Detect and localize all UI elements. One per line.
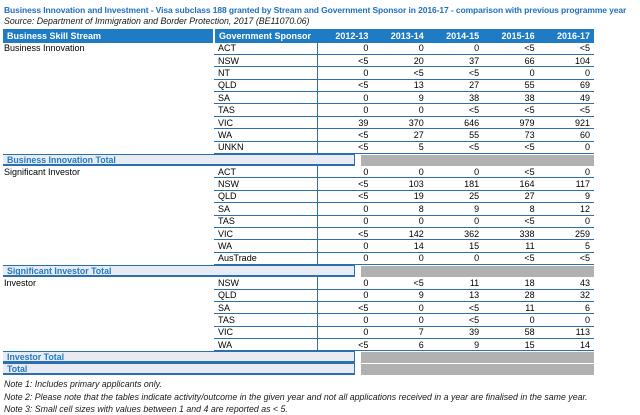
value-cell: 646 [428,116,483,128]
sponsor-label: WA [214,339,317,351]
sponsor-label: AusTrade [214,252,317,264]
value-cell: <5 [317,178,372,190]
value-cell: 66 [483,54,538,66]
data-row [3,314,594,326]
value-cell: 8 [372,203,427,215]
value-cell: 0 [372,301,427,313]
value-cell: <5 [483,141,538,153]
value-cell: 18 [483,277,538,289]
value-cell: 7 [372,326,427,338]
value-cell: 0 [539,67,594,79]
value-cell: <5 [428,104,483,116]
value-cell: 0 [428,166,483,178]
total-cell [3,351,594,364]
column-header-2012-13: 2012-13 [317,29,372,43]
total-cell [3,363,594,375]
stream-label [3,314,214,326]
value-cell: 27 [372,129,427,141]
total-row [3,351,594,364]
value-cell: 6 [539,301,594,313]
value-cell: 9 [428,203,483,215]
data-row [3,326,594,338]
value-cell: 979 [483,116,538,128]
value-cell: <5 [372,67,427,79]
visa-grants-table [3,29,594,375]
data-row [3,166,594,178]
data-row [3,240,594,252]
value-cell: 19 [372,190,427,202]
value-cell: 0 [372,166,427,178]
value-cell: <5 [483,166,538,178]
value-cell: 8 [483,203,538,215]
stream-label [3,129,214,141]
total-row [3,154,594,167]
stream-label [3,67,214,79]
total-suppressed-values [361,364,594,375]
value-cell: 11 [483,301,538,313]
value-cell: 921 [539,116,594,128]
data-row [3,141,594,153]
stream-label [3,215,214,227]
value-cell: 28 [483,289,538,301]
value-cell: 13 [372,79,427,91]
note-1: Note 1: Includes primary applicants only. [4,379,162,390]
note-3: Note 3: Small cell sizes with values between 1 and 4 are reported as < 5. [4,404,288,415]
value-cell: 69 [539,79,594,91]
value-cell: 5 [372,141,427,153]
value-cell: 15 [483,339,538,351]
value-cell: 39 [317,116,372,128]
stream-label [3,301,214,313]
sponsor-label: WA [214,240,317,252]
value-cell: 0 [317,203,372,215]
value-cell: <5 [317,54,372,66]
value-cell: 103 [372,178,427,190]
stream-label [3,104,214,116]
value-cell: 5 [539,240,594,252]
value-cell: 370 [372,116,427,128]
total-suppressed-values [361,352,594,363]
stream-label [3,116,214,128]
value-cell: 13 [428,289,483,301]
value-cell: 43 [539,277,594,289]
value-cell: 0 [317,252,372,264]
value-cell: 20 [372,54,427,66]
value-cell: <5 [317,227,372,239]
total-suppressed-values [361,266,594,277]
sponsor-label: SA [214,203,317,215]
value-cell: 181 [428,178,483,190]
data-row [3,54,594,66]
sponsor-label: TAS [214,215,317,227]
sponsor-label: TAS [214,104,317,116]
sponsor-label: NSW [214,54,317,66]
value-cell: <5 [483,104,538,116]
stream-label [3,178,214,190]
value-cell: 113 [539,326,594,338]
value-cell: 27 [483,190,538,202]
value-cell: <5 [539,43,594,55]
value-cell: 9 [539,190,594,202]
value-cell: 49 [539,92,594,104]
value-cell: <5 [483,252,538,264]
data-row [3,277,594,289]
sponsor-label: ACT [214,43,317,55]
data-row [3,190,594,202]
data-row [3,215,594,227]
data-row [3,104,594,116]
value-cell: <5 [428,67,483,79]
report-source: Source: Department of Immigration and Border Protection, 2017 (BE11070.06) [4,16,310,26]
data-row [3,67,594,79]
column-header-2016-17: 2016-17 [539,29,594,43]
notes [3,378,640,415]
value-cell: 15 [428,240,483,252]
value-cell: 12 [539,203,594,215]
value-cell: <5 [483,43,538,55]
total-label: Total [3,363,355,375]
value-cell: 9 [372,92,427,104]
stream-label: Investor [4,278,37,289]
data-row [3,43,594,55]
sponsor-label: VIC [214,326,317,338]
value-cell: 362 [428,227,483,239]
value-cell: <5 [428,141,483,153]
column-header-business-skill-stream: Business Skill Stream [3,29,214,43]
sponsor-label: WA [214,129,317,141]
data-row [3,116,594,128]
value-cell: 0 [317,314,372,326]
stream-label [3,240,214,252]
value-cell: <5 [317,79,372,91]
total-row [3,265,594,278]
sponsor-label: QLD [214,79,317,91]
value-cell: 0 [317,215,372,227]
sponsor-label: ACT [214,166,317,178]
data-row [3,79,594,91]
total-suppressed-values [361,155,594,166]
value-cell: 14 [539,339,594,351]
stream-label [3,141,214,153]
value-cell: 0 [317,277,372,289]
value-cell: 0 [372,215,427,227]
value-cell: 142 [372,227,427,239]
value-cell: 0 [317,43,372,55]
value-cell: 37 [428,54,483,66]
value-cell: 104 [539,54,594,66]
value-cell: <5 [428,301,483,313]
data-row [3,339,594,351]
stream-label [3,227,214,239]
value-cell: 73 [483,129,538,141]
sponsor-label: VIC [214,227,317,239]
value-cell: 0 [428,43,483,55]
value-cell: 0 [428,215,483,227]
value-cell: 0 [317,166,372,178]
stream-label: Significant Investor [4,166,81,177]
value-cell: 0 [317,326,372,338]
sponsor-label: NT [214,67,317,79]
sponsor-label: QLD [214,190,317,202]
value-cell: 0 [539,141,594,153]
value-cell: 9 [372,289,427,301]
value-cell: 0 [317,67,372,79]
column-header-2015-16: 2015-16 [483,29,538,43]
value-cell: 0 [483,314,538,326]
sponsor-label: SA [214,301,317,313]
stream-label [3,326,214,338]
value-cell: 11 [483,240,538,252]
stream-label [3,54,214,66]
value-cell: 27 [428,79,483,91]
total-label: Investor Total [3,351,355,363]
value-cell: 164 [483,178,538,190]
data-row [3,129,594,141]
value-cell: 32 [539,289,594,301]
value-cell: 0 [317,92,372,104]
total-label: Business Innovation Total [3,154,355,166]
data-row [3,289,594,301]
value-cell: 0 [372,314,427,326]
value-cell: 39 [428,326,483,338]
value-cell: 25 [428,190,483,202]
stream-label [3,252,214,264]
data-row [3,227,594,239]
stream-label [3,289,214,301]
column-header-2013-14: 2013-14 [372,29,427,43]
value-cell: 0 [539,314,594,326]
value-cell: 0 [539,166,594,178]
value-cell: 338 [483,227,538,239]
data-row [3,92,594,104]
stream-label [3,190,214,202]
column-header-government-sponsor: Government Sponsor [214,29,317,43]
sponsor-label: UNKN [214,141,317,153]
value-cell: <5 [317,190,372,202]
note-2: Note 2: Please note that the tables indicate activity/outcome in the given year and not all applications received in a year are finalised in the same year. [4,391,588,402]
sponsor-label: NSW [214,178,317,190]
value-cell: <5 [317,301,372,313]
total-row [3,363,594,375]
value-cell: 55 [428,129,483,141]
value-cell: 14 [372,240,427,252]
value-cell: 60 [539,129,594,141]
report-title: Business Innovation and Investment - Visa subclass 188 granted by Stream and Government Sponsor in 2016-17 - comparison with previous programme year [4,5,627,15]
value-cell: 58 [483,326,538,338]
data-row [3,178,594,190]
value-cell: 0 [372,43,427,55]
column-header-2014-15: 2014-15 [428,29,483,43]
value-cell: 55 [483,79,538,91]
value-cell: <5 [372,277,427,289]
value-cell: 0 [483,67,538,79]
sponsor-label: TAS [214,314,317,326]
total-cell [3,265,594,278]
value-cell: 0 [317,240,372,252]
value-cell: 259 [539,227,594,239]
value-cell: <5 [317,339,372,351]
value-cell: <5 [539,252,594,264]
sponsor-label: QLD [214,289,317,301]
value-cell: 38 [428,92,483,104]
total-cell [3,154,594,167]
stream-label [3,339,214,351]
value-cell: 0 [317,104,372,116]
sponsor-label: SA [214,92,317,104]
value-cell: <5 [539,104,594,116]
value-cell: <5 [428,314,483,326]
value-cell: 117 [539,178,594,190]
data-row [3,203,594,215]
stream-label: Business Innovation [4,43,85,54]
data-row [3,252,594,264]
total-label: Significant Investor Total [3,265,355,277]
stream-label [3,79,214,91]
value-cell: <5 [483,215,538,227]
value-cell: 0 [317,289,372,301]
value-cell: 38 [483,92,538,104]
value-cell: <5 [317,129,372,141]
value-cell: 11 [428,277,483,289]
sponsor-label: VIC [214,116,317,128]
table-header-row [3,29,594,43]
data-row [3,301,594,313]
value-cell: 0 [372,104,427,116]
stream-label [3,203,214,215]
value-cell: <5 [317,141,372,153]
value-cell: 0 [539,215,594,227]
sponsor-label: NSW [214,277,317,289]
value-cell: 0 [372,252,427,264]
value-cell: 0 [428,252,483,264]
value-cell: 9 [428,339,483,351]
stream-label [3,92,214,104]
value-cell: 6 [372,339,427,351]
